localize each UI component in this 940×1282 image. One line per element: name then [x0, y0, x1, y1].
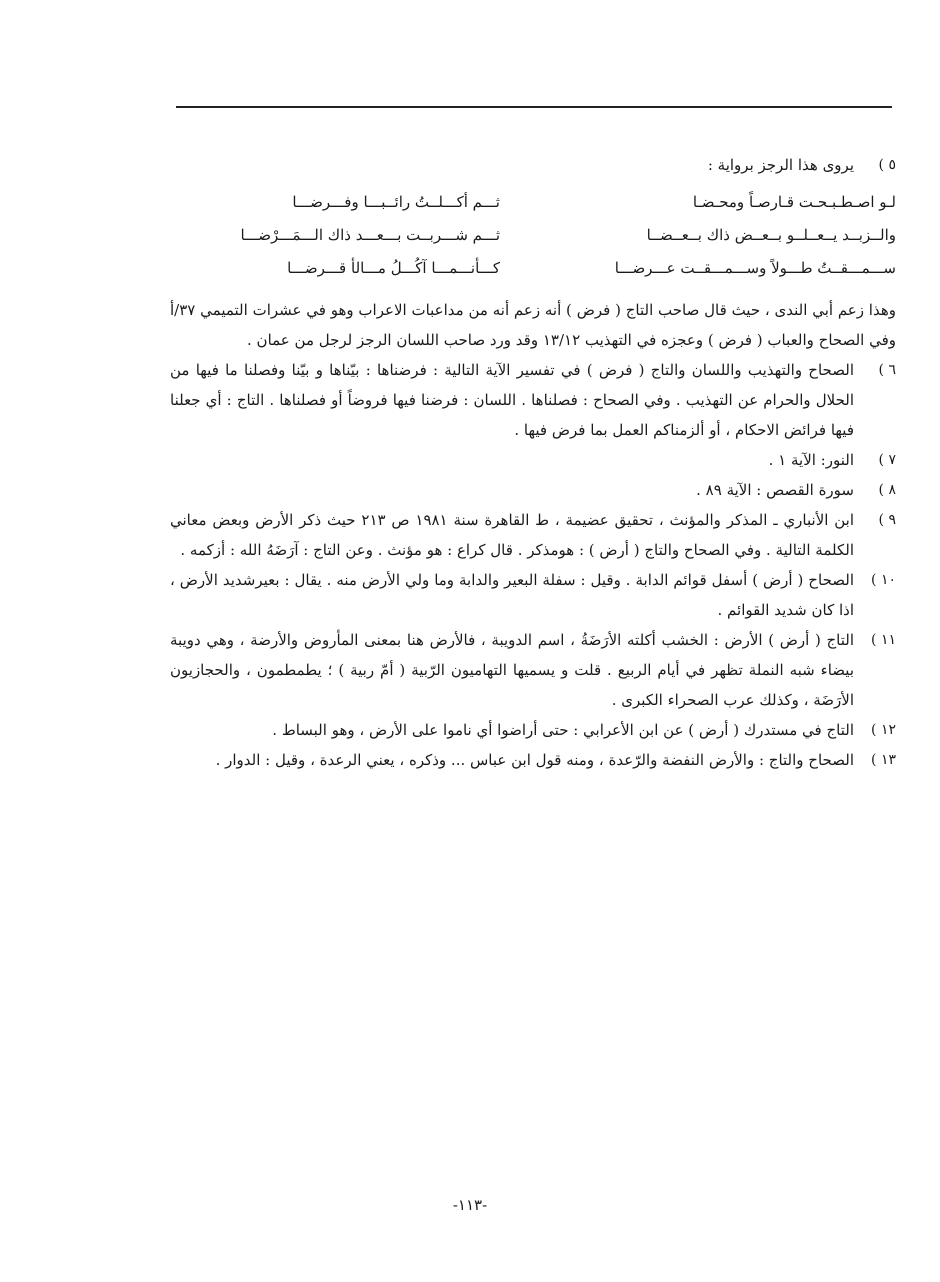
poem-verse	[170, 186, 896, 219]
commentary-paragraph: وهذا زعم أبي الندى ، حيث قال صاحب التاج ( فرض ) أنه زعم أنه من مداعبات الاعراب وهو في عشرات التميمي ٣٧/أ وفي الصحاح والعباب ( فرض ) وعجزه في التهذيب ١٣/١٢ وقد ورد صاحب اللسان الرجز لرجل من عمان .	[170, 301, 896, 349]
footnote-9	[170, 505, 896, 565]
footnote-text: الصحاح ( أرض ) أسفل قوائم الدابة . وقيل : سفلة البعير والدابة وما ولي الأرض منه . يقال : بعيرشديد الأرض ، اذا كان شديد القوائم .	[170, 571, 854, 619]
footnote-text: التاج ( أرض ) الأرض : الخشب أكلته الأرَضَةُ ، اسم الدويبة ، فالأرض هنا بمعنى المأروض والأرضة ، وهي دويبة بيضاء شبه النملة تظهر في أيام الربيع . قلت و يسميها التهاميون الرّبية ( أمّ ربية ) ؛ يطمطمون ، والحجازيون الأرَضَة ، وكذلك عرب الصحراء الكبرى .	[170, 631, 854, 709]
verse-first-hemistich: ســـمـــقــتُ طـــولاً وســـمـــقــت عـــرضـــا	[614, 259, 896, 277]
footnote-number: ٥ )	[878, 157, 896, 173]
footnote-number: ٦ )	[878, 362, 896, 378]
footnote-text: التاج في مستدرك ( أرض ) عن ابن الأعرابي : حتى أراضوا أي ناموا على الأرض ، وهو البساط .	[272, 721, 854, 739]
footnote-11	[170, 625, 896, 715]
footnote-12	[170, 715, 896, 745]
footnote-number: ١٢ )	[871, 722, 896, 738]
footnote-5	[170, 150, 896, 180]
poem	[170, 186, 896, 285]
footnote-7	[170, 445, 896, 475]
footnote-text: سورة القصص : الآية ٨٩ .	[696, 481, 854, 499]
footnote-text: الصحاح والتاج : والأرض النفضة والرّعدة ، ومنه قول ابن عباس ... وذكره ، يعني الرعدة ، وقيل : الدوار .	[215, 751, 854, 769]
verse-first-hemistich: والــزبــد يــعــلــو بــعــض ذاك بــعــضــا	[646, 226, 896, 244]
poem-verse	[170, 252, 896, 285]
header-rule	[176, 106, 892, 108]
footnote-number: ٧ )	[878, 452, 896, 468]
verse-second-hemistich: كـــأنـــمـــا آكُـــلُ مـــالأ قـــرضـــا	[287, 259, 500, 277]
poem-verse	[170, 219, 896, 252]
footnote-text: ابن الأنباري ـ المذكر والمؤنث ، تحقيق عضيمة ، ط القاهرة سنة ١٩٨١ ص ٢١٣ حيث ذكر الأرض وبعض معاني الكلمة التالية . وفي الصحاح والتاج ( أرض ) : هومذكر . قال كراع : هو مؤنث . وعن التاج : آرَضَهُ الله : أزكمه .	[170, 511, 855, 559]
footnote-text: يروى هذا الرجز برواية :	[707, 156, 854, 174]
page-body	[170, 150, 896, 775]
page-number: -١١٣-	[452, 1196, 488, 1214]
verse-first-hemistich: لـو اصـطـبـحـت قـارصـاً ومحـضـا	[692, 193, 896, 211]
footnote-6	[170, 355, 896, 445]
footnote-number: ١١ )	[871, 632, 896, 648]
footnote-number: ١٣ )	[871, 752, 896, 768]
footnote-13	[170, 745, 896, 775]
footnote-10	[170, 565, 896, 625]
footnote-text: الصحاح والتهذيب واللسان والتاج ( فرض ) في تفسير الآية التالية : فرضناها : بيّناها و بيّنا وفصلنا ما فيها من الحلال والحرام عن التهذيب . وفي الصحاح : فصلناها . اللسان : فرضنا فيها فروضاً أو فصلناها . التاج : أي جعلنا فيها فرائض الاحكام ، أو ألزمناكم العمل بما فرض فيها .	[170, 361, 854, 439]
verse-second-hemistich: ثـــم أكـــلــتُ رائــبـــا وفـــرضـــا	[292, 193, 500, 211]
footnote-number: ٩ )	[878, 512, 896, 528]
verse-second-hemistich: ثـــم شـــربــت بـــعـــد ذاك الـــمَـــرْضـــا	[240, 226, 500, 244]
footnote-text: النور: الآية ١ .	[768, 451, 854, 469]
footnote-number: ١٠ )	[871, 572, 896, 588]
footnote-8	[170, 475, 896, 505]
footnote-number: ٨ )	[878, 482, 896, 498]
